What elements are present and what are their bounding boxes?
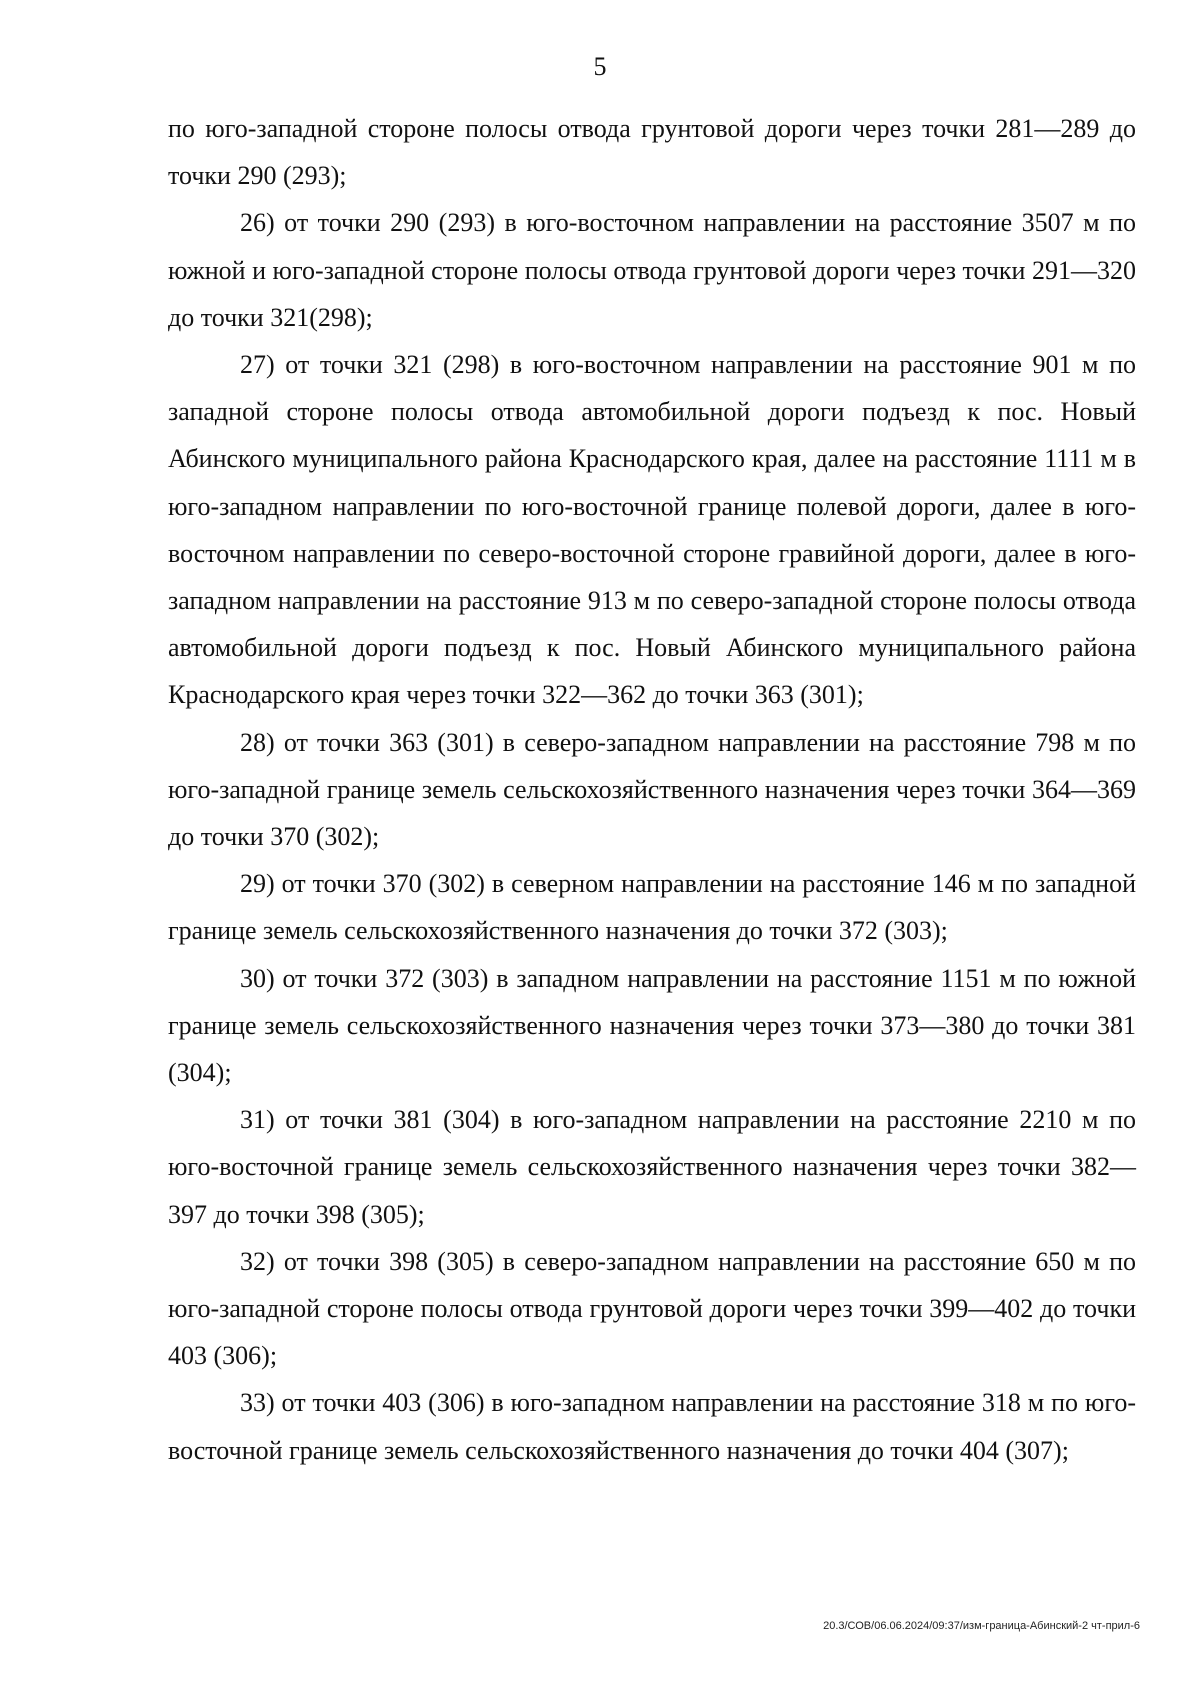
paragraph-item-26: 26) от точки 290 (293) в юго-восточном направлении на расстояние 3507 м по южной и юго-западной стороне полосы отвода грунтовой дороги через точки 291—320 до точки 321(298); — [168, 208, 1136, 332]
paragraph-continuation: по юго-западной стороне полосы отвода грунтовой дороги через точки 281—289 до точки 290 (293); — [168, 114, 1136, 191]
paragraph-item-27: 27) от точки 321 (298) в юго-восточном направлении на расстояние 901 м по западной стороне полосы отвода автомобильной дороги подъезд к пос. Новый Абинского муниципального района Краснодарского края, далее на расстояние 1111 м в юго-западном направлении по юго-восточной границе полевой дороги, далее в юго-восточном направлении по северо-восточной стороне гравийной дороги, далее в юго-западном направлении на расстояние 913 м по северо-западной стороне полосы отвода автомобильной дороги подъезд к пос. Новый Абинского муниципального района Краснодарского края через точки 322—362 до точки 363 (301); — [168, 350, 1136, 710]
paragraph-item-32: 32) от точки 398 (305) в северо-западном направлении на расстояние 650 м по юго-западной стороне полосы отвода грунтовой дороги через точки 399—402 до точки 403 (306); — [168, 1246, 1136, 1371]
paragraph-item-30: 30) от точки 372 (303) в западном направлении на расстояние 1151 м по южной границе земель сельскохозяйственного назначения через точки 373—380 до точки 381 (304); — [168, 963, 1136, 1088]
paragraph-item-29: 29) от точки 370 (302) в северном направлении на расстояние 146 м по западной границе земель сельскохозяйственного назначения до точки 372 (303); — [168, 869, 1136, 946]
paragraph-item-33: 33) от точки 403 (306) в юго-западном направлении на расстояние 318 м по юго-восточной границе земель сельскохозяйственного назначения до точки 404 (307); — [168, 1388, 1136, 1465]
document-body — [168, 105, 1136, 1474]
document-footer-code: 20.3/СОВ/06.06.2024/09:37/изм-граница-Абинский-2 чт-прил-6 — [823, 1620, 1140, 1632]
page-number: 5 — [593, 52, 607, 81]
paragraph-item-28: 28) от точки 363 (301) в северо-западном направлении на расстояние 798 м по юго-западной границе земель сельскохозяйственного назначения через точки 364—369 до точки 370 (302); — [168, 727, 1136, 852]
paragraph-item-31: 31) от точки 381 (304) в юго-западном направлении на расстояние 2210 м по юго-восточной границе земель сельскохозяйственного назначения через точки 382—397 до точки 398 (305); — [168, 1105, 1136, 1229]
